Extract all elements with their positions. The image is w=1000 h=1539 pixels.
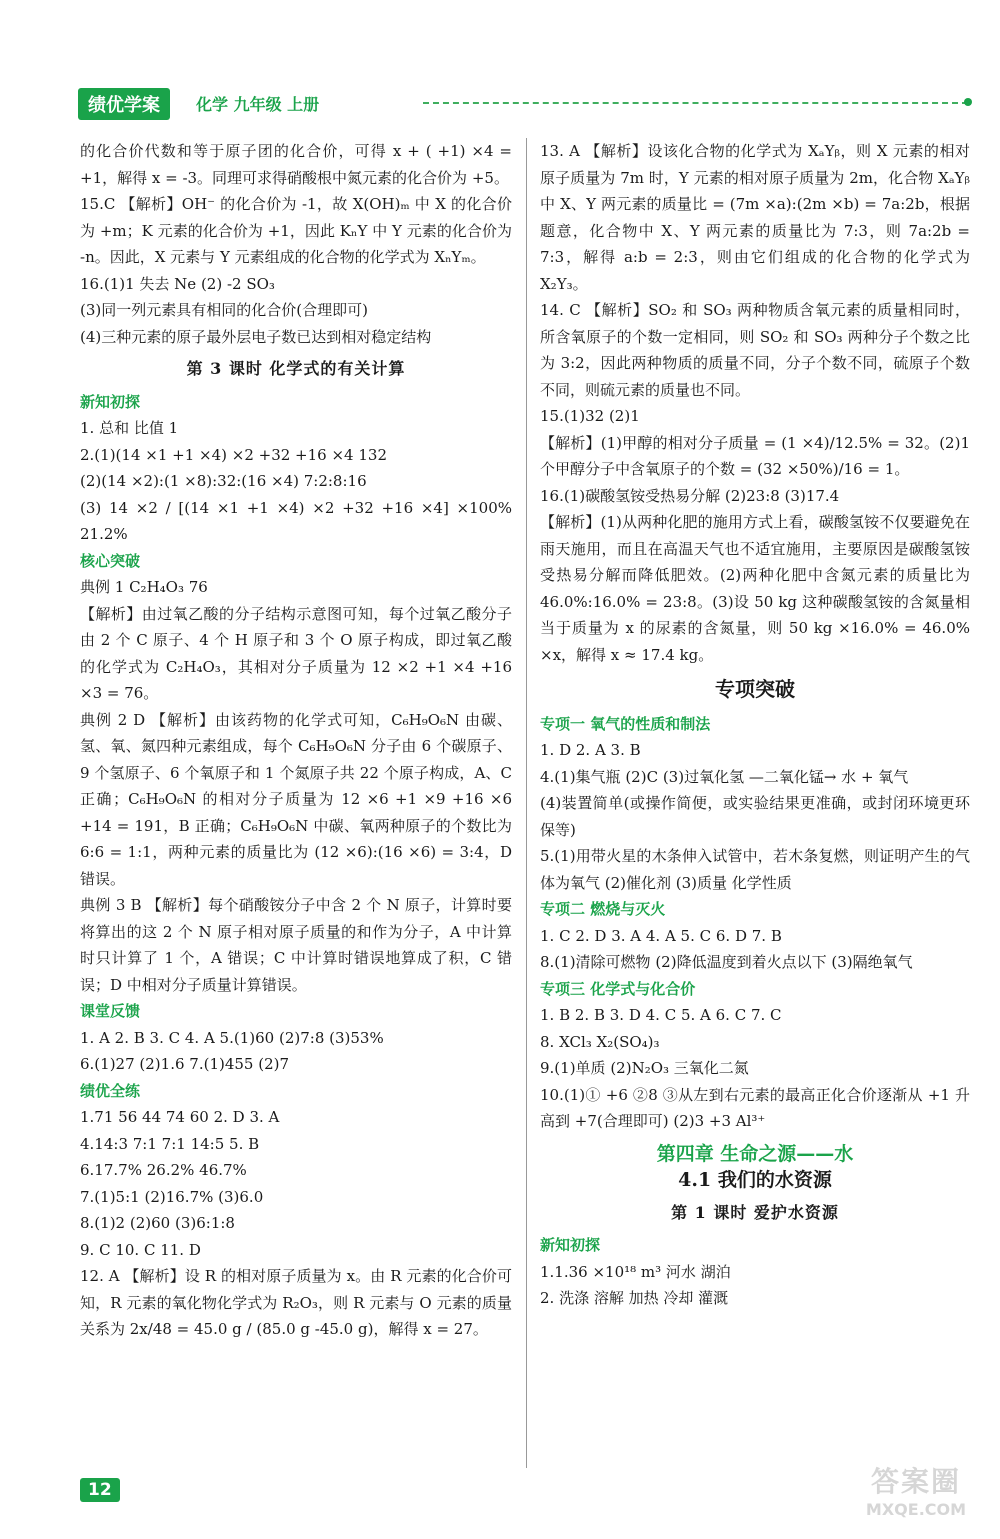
- header-dashed-rule: [423, 102, 968, 104]
- answer-line: 9.(1)单质 (2)N₂O₃ 三氧化二氮: [540, 1059, 749, 1077]
- section-heading: 课堂反馈: [80, 1002, 141, 1020]
- answer-line: 1. D 2. A 3. B: [540, 741, 641, 759]
- answer-line: 1. C 2. D 3. A 4. A 5. C 6. D 7. B: [540, 926, 782, 945]
- answer-line: 10.(1)① +6 ②8 ③从左到右元素的最高正化合价逐渐从 +1 升高到 +7(合理即可) (2)3 +3 Al³⁺: [540, 1085, 970, 1130]
- answer-line: 1.1.36 ×10¹⁸ m³ 河水 湖泊: [540, 1262, 731, 1281]
- page-header: [78, 88, 978, 118]
- answer-line: 16.(1)碳酸氢铵受热易分解 (2)23:8 (3)17.4: [540, 486, 840, 505]
- brand-logo: 绩优学案: [78, 88, 170, 120]
- section-heading: 专项一 氧气的性质和制法: [540, 714, 711, 733]
- lesson-title: 第 3 课时 化学式的有关计算: [186, 359, 406, 378]
- answer-line: 7.(1)5:1 (2)16.7% (3)6.0: [80, 1187, 264, 1206]
- header-rule-dot: [964, 98, 972, 106]
- answer-line: 1. A 2. B 3. C 4. A 5.(1)60 (2)7:8 (3)53%: [80, 1028, 384, 1047]
- answer-line: (3)同一列元素具有相同的化合价(合理即可): [80, 301, 368, 319]
- answer-line: 4.(1)集气瓶 (2)C (3)过氧化氢 —二氧化锰→ 水 + 氧气: [540, 767, 909, 786]
- unit-title: 4.1 我们的水资源: [678, 1169, 832, 1191]
- answer-line: 13. A 【解析】设该化合物的化学式为 XₐYᵦ，则 X 元素的相对原子质量为 7m 时，Y 元素的相对原子质量为 2m，化合物 XₐYᵦ 中 X、Y 两元素的质量比 = (7m ×a):(2m ×b) = 7a:2b，根据题意，化合物中 X、Y 两元素的质量比为 7:3，则 7a:2b = 7:3，解得 a:b = 2:3，则由它们组成的化合物的化学式为 X₂Y₃。: [540, 142, 970, 293]
- answer-line: 2.(1)(14 ×1 +1 ×4) ×2 +32 +16 ×4 132: [80, 445, 387, 464]
- answer-line: 14. C 【解析】SO₂ 和 SO₃ 两种物质含氧元素的质量相同时，所含氧原子的个数一定相同，则 SO₂ 和 SO₃ 两种分子个数之比为 3:2，因此两种物质的质量不同，分子个数不同，硫原子个数不同，则硫元素的质量也不同。: [540, 301, 970, 399]
- answer-line: 【解析】(1)从两种化肥的施用方式上看，碳酸氢铵不仅要避免在雨天施用，而且在高温天气也不适宜施用，主要原因是碳酸氢铵受热易分解而降低肥效。(2)两种化肥中含氮元素的质量比为 46.0%:16.0% = 23:8。(3)设 50 kg 这种碳酸氢铵的含氮量相当于质量为 x 的尿素的含氮量，则 50 kg ×16.0% = 46.0% ×x，解得 x ≈ 17.4 kg。: [540, 513, 970, 664]
- answer-line: 典例 3 B 【解析】每个硝酸铵分子中含 2 个 N 原子，计算时要将算出的这 2 个 N 原子相对原子质量的和作为分子，A 中计算时只计算了 1 个，A 错误；C 中计算时错误地算成了积，C 错误；D 中相对分子质量计算错误。: [80, 896, 512, 994]
- chapter-title: 第四章 生命之源——水: [656, 1142, 854, 1165]
- answer-line: 8.(1)清除可燃物 (2)降低温度到着火点以下 (3)隔绝氧气: [540, 953, 913, 971]
- page-number: 12: [80, 1478, 120, 1502]
- answer-line: 9. C 10. C 11. D: [80, 1240, 201, 1259]
- answer-line: 典例 1 C₂H₄O₃ 76: [80, 578, 208, 596]
- section-heading: 专项三 化学式与化合价: [540, 979, 696, 998]
- left-column: [80, 138, 512, 1343]
- answer-line: 的化合价代数和等于原子团的化合价，可得 x + ( +1) ×4 = +1，解得 x = -3。同理可求得硝酸根中氮元素的化合价为 +5。: [80, 142, 512, 187]
- answer-line: 8. XCl₃ X₂(SO₄)₃: [540, 1032, 660, 1051]
- answer-line: (2)(14 ×2):(1 ×8):32:(16 ×4) 7:2:8:16: [80, 472, 367, 490]
- answer-line: (4)三种元素的原子最外层电子数已达到相对稳定结构: [80, 327, 432, 346]
- answer-line: 典例 2 D 【解析】由该药物的化学式可知，C₆H₉O₆N 由碳、氢、氧、氮四种元素组成，每个 C₆H₉O₆N 分子由 6 个碳原子、9 个氢原子、6 个氧原子和 1 个氮原子共 22 个原子构成，A、C 正确；C₆H₉O₆N 的相对分子质量为 12 ×6 +1 ×9 +16 ×6 +14 = 191，B 正确；C₆H₉O₆N 中碳、氧两种原子的个数比为 6:6 = 1:1，两种元素的质量比为 (12 ×6):(16 ×6) = 3:4，D 错误。: [80, 710, 512, 888]
- answer-line: (3) 14 ×2 / [(14 ×1 +1 ×4) ×2 +32 +16 ×4] ×100% 21.2%: [80, 498, 512, 543]
- answer-line: 5.(1)用带火星的木条伸入试管中，若木条复燃，则证明产生的气体为氧气 (2)催化剂 (3)质量 化学性质: [540, 847, 970, 892]
- answer-line: 2. 洗涤 溶解 加热 冷却 灌溉: [540, 1289, 729, 1307]
- watermark-text: 答案圈: [870, 1465, 961, 1498]
- right-column: [540, 138, 970, 1312]
- section-heading: 绩优全练: [80, 1081, 141, 1100]
- answer-line: 8.(1)2 (2)60 (3)6:1:8: [80, 1214, 235, 1232]
- section-heading: 核心突破: [80, 551, 141, 570]
- section-heading: 新知初探: [540, 1236, 601, 1254]
- answer-line: 【解析】由过氧乙酸的分子结构示意图可知，每个过氧乙酸分子由 2 个 C 原子、4 个 H 原子和 3 个 O 原子构成，即过氧乙酸的化学式为 C₂H₄O₃，其相对分子质量为 12 ×2 +1 ×4 +16 ×3 = 76。: [80, 604, 512, 702]
- answer-line: 1.71 56 44 74 60 2. D 3. A: [80, 1108, 280, 1126]
- lesson-title: 第 1 课时 爱护水资源: [671, 1202, 839, 1222]
- answer-line: 【解析】(1)甲醇的相对分子质量 = (1 ×4)/12.5% = 32。(2)1 个甲醇分子中含氧原子的个数 = (32 ×50%)/16 = 1。: [540, 433, 970, 478]
- answer-line: 1. 总和 比值 1: [80, 419, 179, 437]
- answer-line: 6.17.7% 26.2% 46.7%: [80, 1161, 247, 1179]
- answer-line: 1. B 2. B 3. D 4. C 5. A 6. C 7. C: [540, 1006, 782, 1024]
- answer-line: 15.C 【解析】OH⁻ 的化合价为 -1，故 X(OH)ₘ 中 X 的化合价为 +m；K 元素的化合价为 +1，因此 KₙY 中 Y 元素的化合价为 -n。因此，X 元素与 Y 元素组成的化合物的化学式为 XₙYₘ。: [80, 195, 512, 266]
- section-heading: 新知初探: [80, 392, 141, 411]
- answer-line: 15.(1)32 (2)1: [540, 407, 640, 425]
- answer-line: (4)装置简单(或操作简便，或实验结果更准确，或封闭环境更环保等): [540, 794, 970, 839]
- section-heading: 专项二 燃烧与灭火: [540, 900, 666, 918]
- watermark-url: MXQE.COM: [865, 1500, 967, 1519]
- special-topic-title: 专项突破: [715, 677, 795, 701]
- column-divider: [526, 138, 527, 1468]
- answer-line: 6.(1)27 (2)1.6 7.(1)455 (2)7: [80, 1055, 290, 1073]
- answer-line: 16.(1)1 失去 Ne (2) -2 SO₃: [80, 274, 275, 293]
- answer-line: 4.14:3 7:1 7:1 14:5 5. B: [80, 1134, 260, 1153]
- subject-label: 化学 九年级 上册: [196, 95, 320, 114]
- answer-line: 12. A 【解析】设 R 的相对原子质量为 x。由 R 元素的化合价可知，R 元素的氧化物化学式为 R₂O₃，则 R 元素与 O 元素的质量关系为 2x/48 = 45.0 g / (85.0 g -45.0 g)，解得 x = 27。: [80, 1267, 512, 1338]
- watermark-logo: [846, 1465, 986, 1526]
